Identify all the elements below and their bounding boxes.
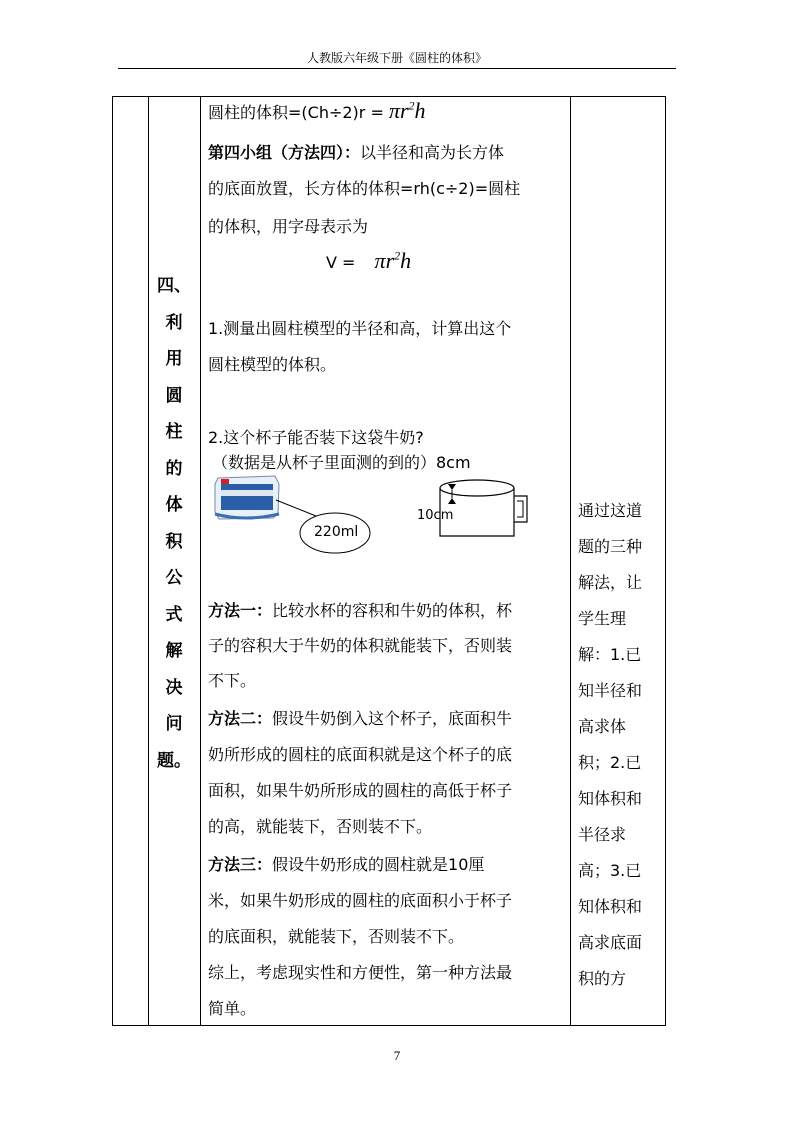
section-title-char: 四、 xyxy=(157,276,191,296)
question2-data-line: （数据是从杯子里面测的到的）8cm xyxy=(212,453,471,472)
v-label: V = xyxy=(326,253,356,272)
method1-text: 比较水杯的容积和牛奶的体积，杯 xyxy=(272,601,513,620)
group4-title: 第四小组（方法四）： xyxy=(208,143,361,162)
note-line: 半径求 xyxy=(578,825,627,844)
section-title-char: 解 xyxy=(165,641,183,661)
text-line: 奶所形成的圆柱的底面积就是这个杯子的底 xyxy=(208,745,513,764)
method1-title: 方法一： xyxy=(208,601,273,620)
section-title-char: 体 xyxy=(165,495,183,515)
note-line: 知体积和 xyxy=(578,789,643,808)
section-title-char: 利 xyxy=(165,312,183,333)
method3-text: 假设牛奶形成的圆柱就是10厘 xyxy=(272,855,485,874)
method2-text: 假设牛奶倒入这个杯子，底面积牛 xyxy=(272,709,513,728)
page-header-title: 人教版六年级下册《圆柱的体积》 xyxy=(306,51,487,65)
section-title-char: 积 xyxy=(165,531,183,552)
section-title-char: 题。 xyxy=(157,750,191,771)
formula-r: r xyxy=(399,98,409,123)
note-line: 学生理 xyxy=(578,609,627,628)
formula-h: h xyxy=(400,248,412,273)
question2-line: 2.这个杯子能否装下这袋牛奶? xyxy=(208,428,424,447)
text-line: 面积，如果牛奶所形成的圆柱的高低于杯子 xyxy=(208,781,513,800)
text-line: 的底面放置，长方体的体积=rh(c÷2)=圆柱 xyxy=(208,179,521,198)
milk-and-cup-figure xyxy=(205,470,545,570)
formula-pi: π xyxy=(388,98,400,123)
text-line: 米，如果牛奶形成的圆柱的底面积小于杯子 xyxy=(208,891,513,910)
text-line: 的高，就能装下，否则装不下。 xyxy=(208,817,433,836)
section-title-char: 式 xyxy=(165,604,183,625)
v-formula xyxy=(375,248,412,273)
milk-volume-label: 220ml xyxy=(314,524,359,540)
note-line: 知半径和 xyxy=(578,681,643,700)
method3-title: 方法三： xyxy=(208,855,273,874)
text-line: 的底面积，就能装下，否则装不下。 xyxy=(208,927,465,946)
note-line: 解：1.已 xyxy=(578,645,642,664)
cup-height-label: 10cm xyxy=(417,508,454,523)
formula-text: 圆柱的体积=(Ch÷2)r = xyxy=(208,103,389,122)
note-line: 高求体 xyxy=(578,717,627,736)
volume-formula-line xyxy=(208,98,426,124)
section-title-char: 的 xyxy=(165,458,183,479)
note-line: 通过这道 xyxy=(578,501,643,520)
note-line: 高；3.已 xyxy=(578,861,642,880)
method2-line xyxy=(208,706,512,729)
formula-r: r xyxy=(385,248,395,273)
group4-text: 以半径和高为长方体 xyxy=(360,143,505,162)
formula-h: h xyxy=(414,98,426,123)
v-formula-line xyxy=(326,248,411,274)
section-title xyxy=(148,268,200,779)
note-line: 积的方 xyxy=(578,969,627,988)
milk-bag-icon xyxy=(215,476,279,519)
method2-title: 方法二： xyxy=(208,709,273,728)
table-column-divider xyxy=(570,96,571,1026)
formula-exponent: 2 xyxy=(408,98,415,113)
header-divider xyxy=(118,68,676,69)
section-title-char: 用 xyxy=(165,349,183,369)
table-column-divider xyxy=(200,96,201,1026)
text-line: 的体积，用字母表示为 xyxy=(208,217,369,236)
question1-line: 1.测量出圆柱模型的半径和高，计算出这个 xyxy=(208,319,512,338)
text-line: 子的容积大于牛奶的体积就能装下，否则装 xyxy=(208,636,513,655)
note-line: 高求底面 xyxy=(578,933,643,952)
section-title-char: 柱 xyxy=(165,422,183,442)
section-title-char: 决 xyxy=(165,677,183,698)
formula-exponent: 2 xyxy=(394,248,401,263)
callout-pointer xyxy=(276,500,321,518)
section-title-char: 问 xyxy=(165,714,183,734)
note-line: 解法，让 xyxy=(578,573,643,592)
formula-pi: π xyxy=(374,248,386,273)
summary-line: 综上，考虑现实性和方便性，第一种方法最 xyxy=(208,963,513,982)
text-line: 不下。 xyxy=(208,671,257,690)
method1-line xyxy=(208,598,512,621)
page-number: 7 xyxy=(393,1048,401,1063)
note-line: 知体积和 xyxy=(578,897,643,916)
section-title-char: 公 xyxy=(165,568,183,588)
question1-line: 圆柱模型的体积。 xyxy=(208,355,337,374)
method3-line xyxy=(208,852,484,875)
section-title-char: 圆 xyxy=(165,385,183,406)
note-line: 积；2.已 xyxy=(578,753,642,772)
formula-pi-r2-h xyxy=(389,98,426,123)
summary-line: 简单。 xyxy=(208,999,257,1018)
group4-line xyxy=(208,140,504,163)
note-line: 题的三种 xyxy=(578,537,643,556)
